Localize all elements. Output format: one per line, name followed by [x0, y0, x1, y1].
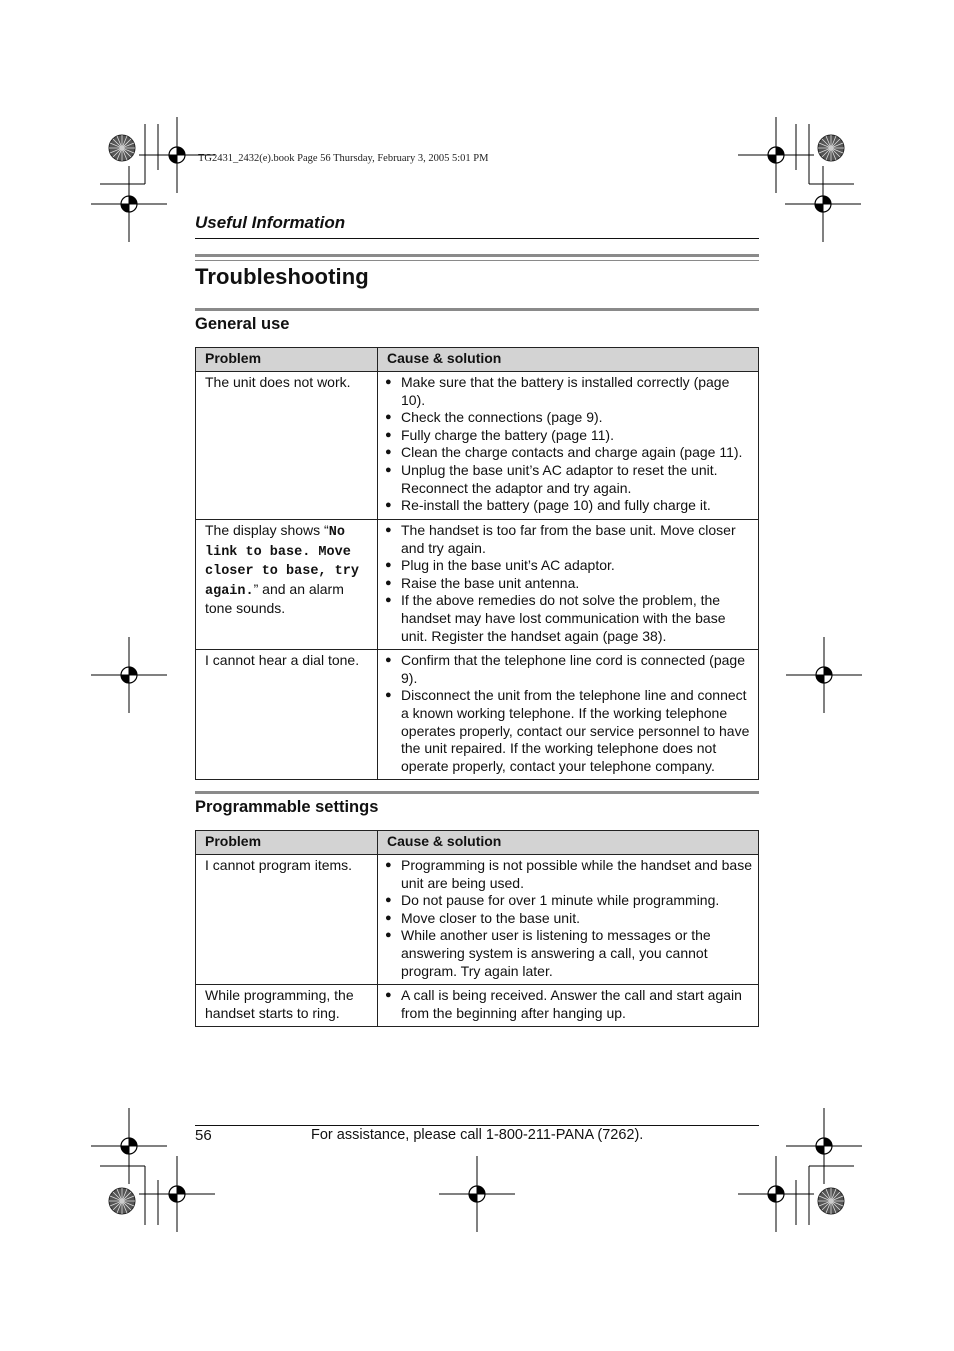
column-header-problem: Problem — [196, 831, 378, 855]
column-header-solution: Cause & solution — [378, 348, 759, 372]
problem-cell: The unit does not work. — [196, 372, 378, 520]
table-row — [196, 855, 759, 985]
solution-item: ● Make sure that the battery is installed correctly (page 10). — [384, 374, 752, 409]
problem-cell: While programming, the handset starts to ring. — [196, 985, 378, 1027]
table-row — [196, 985, 759, 1027]
solution-item: ● Re-install the battery (page 10) and fully charge it. — [384, 497, 752, 515]
title-top-rule-thin — [195, 260, 759, 261]
problem-text: The display shows “ — [205, 522, 329, 538]
solution-item: ● While another user is listening to messages or the answering system is answering a call, you cannot program. Try again later. — [384, 927, 752, 980]
assistance-text: For assistance, please call 1-800-211-PANA (7262). — [311, 1127, 644, 1143]
general-use-heading: General use — [195, 315, 290, 333]
solution-cell — [378, 520, 759, 650]
table-header-row — [196, 348, 759, 372]
solution-item: ● Move closer to the base unit. — [384, 910, 752, 928]
column-header-problem: Problem — [196, 348, 378, 372]
page-number: 56 — [195, 1127, 212, 1144]
solution-item: ● Check the connections (page 9). — [384, 409, 752, 427]
title-bottom-rule — [195, 308, 759, 311]
solution-item: ● Unplug the base unit’s AC adaptor to reset the unit. Reconnect the adaptor and try again. — [384, 462, 752, 497]
solution-cell — [378, 855, 759, 985]
table-row — [196, 520, 759, 650]
footer-rule — [195, 1125, 759, 1126]
programmable-rule — [195, 791, 759, 794]
problem-text: ” and an alarm tone sounds. — [205, 580, 344, 617]
solution-item: ● Programming is not possible while the handset and base unit are being used. — [384, 857, 752, 892]
problem-cell: I cannot program items. — [196, 855, 378, 985]
solution-item: ● Raise the base unit antenna. — [384, 575, 752, 593]
solution-item: ● A call is being received. Answer the call and start again from the beginning after hanging up. — [384, 987, 752, 1022]
solution-item: ● Clean the charge contacts and charge again (page 11). — [384, 444, 752, 462]
programmable-settings-heading: Programmable settings — [195, 798, 379, 816]
table-header-row — [196, 831, 759, 855]
solution-cell — [378, 372, 759, 520]
solution-item: ● If the above remedies do not solve the problem, the handset may have lost communication with the base unit. Register the handset again (page 38). — [384, 592, 752, 645]
title-top-rule — [195, 254, 759, 257]
page-title: Troubleshooting — [195, 264, 369, 289]
solution-item: ● The handset is too far from the base unit. Move closer and try again. — [384, 522, 752, 557]
solution-item: ● Do not pause for over 1 minute while programming. — [384, 892, 752, 910]
table-row — [196, 650, 759, 780]
solution-item: ● Confirm that the telephone line cord is connected (page 9). — [384, 652, 752, 687]
general-use-table — [195, 347, 759, 780]
column-header-solution: Cause & solution — [378, 831, 759, 855]
table-row — [196, 372, 759, 520]
solution-cell — [378, 650, 759, 780]
header-rule — [195, 238, 759, 239]
print-info: TG2431_2432(e).book Page 56 Thursday, February 3, 2005 5:01 PM — [198, 153, 489, 164]
solution-item: ● Fully charge the battery (page 11). — [384, 427, 752, 445]
section-label: Useful Information — [195, 213, 346, 232]
solution-cell — [378, 985, 759, 1027]
problem-cell: I cannot hear a dial tone. — [196, 650, 378, 780]
problem-cell — [196, 520, 378, 650]
programmable-settings-table — [195, 830, 759, 1027]
solution-item: ● Plug in the base unit’s AC adaptor. — [384, 557, 752, 575]
display-message: No link to base. Move closer to base, try again. — [205, 525, 359, 599]
solution-item: ● Disconnect the unit from the telephone line and connect a known working telephone. If the working telephone operates properly, contact our service personnel to have the unit repaired. If the working telephone does not operate properly, contact your telephone company. — [384, 687, 752, 775]
